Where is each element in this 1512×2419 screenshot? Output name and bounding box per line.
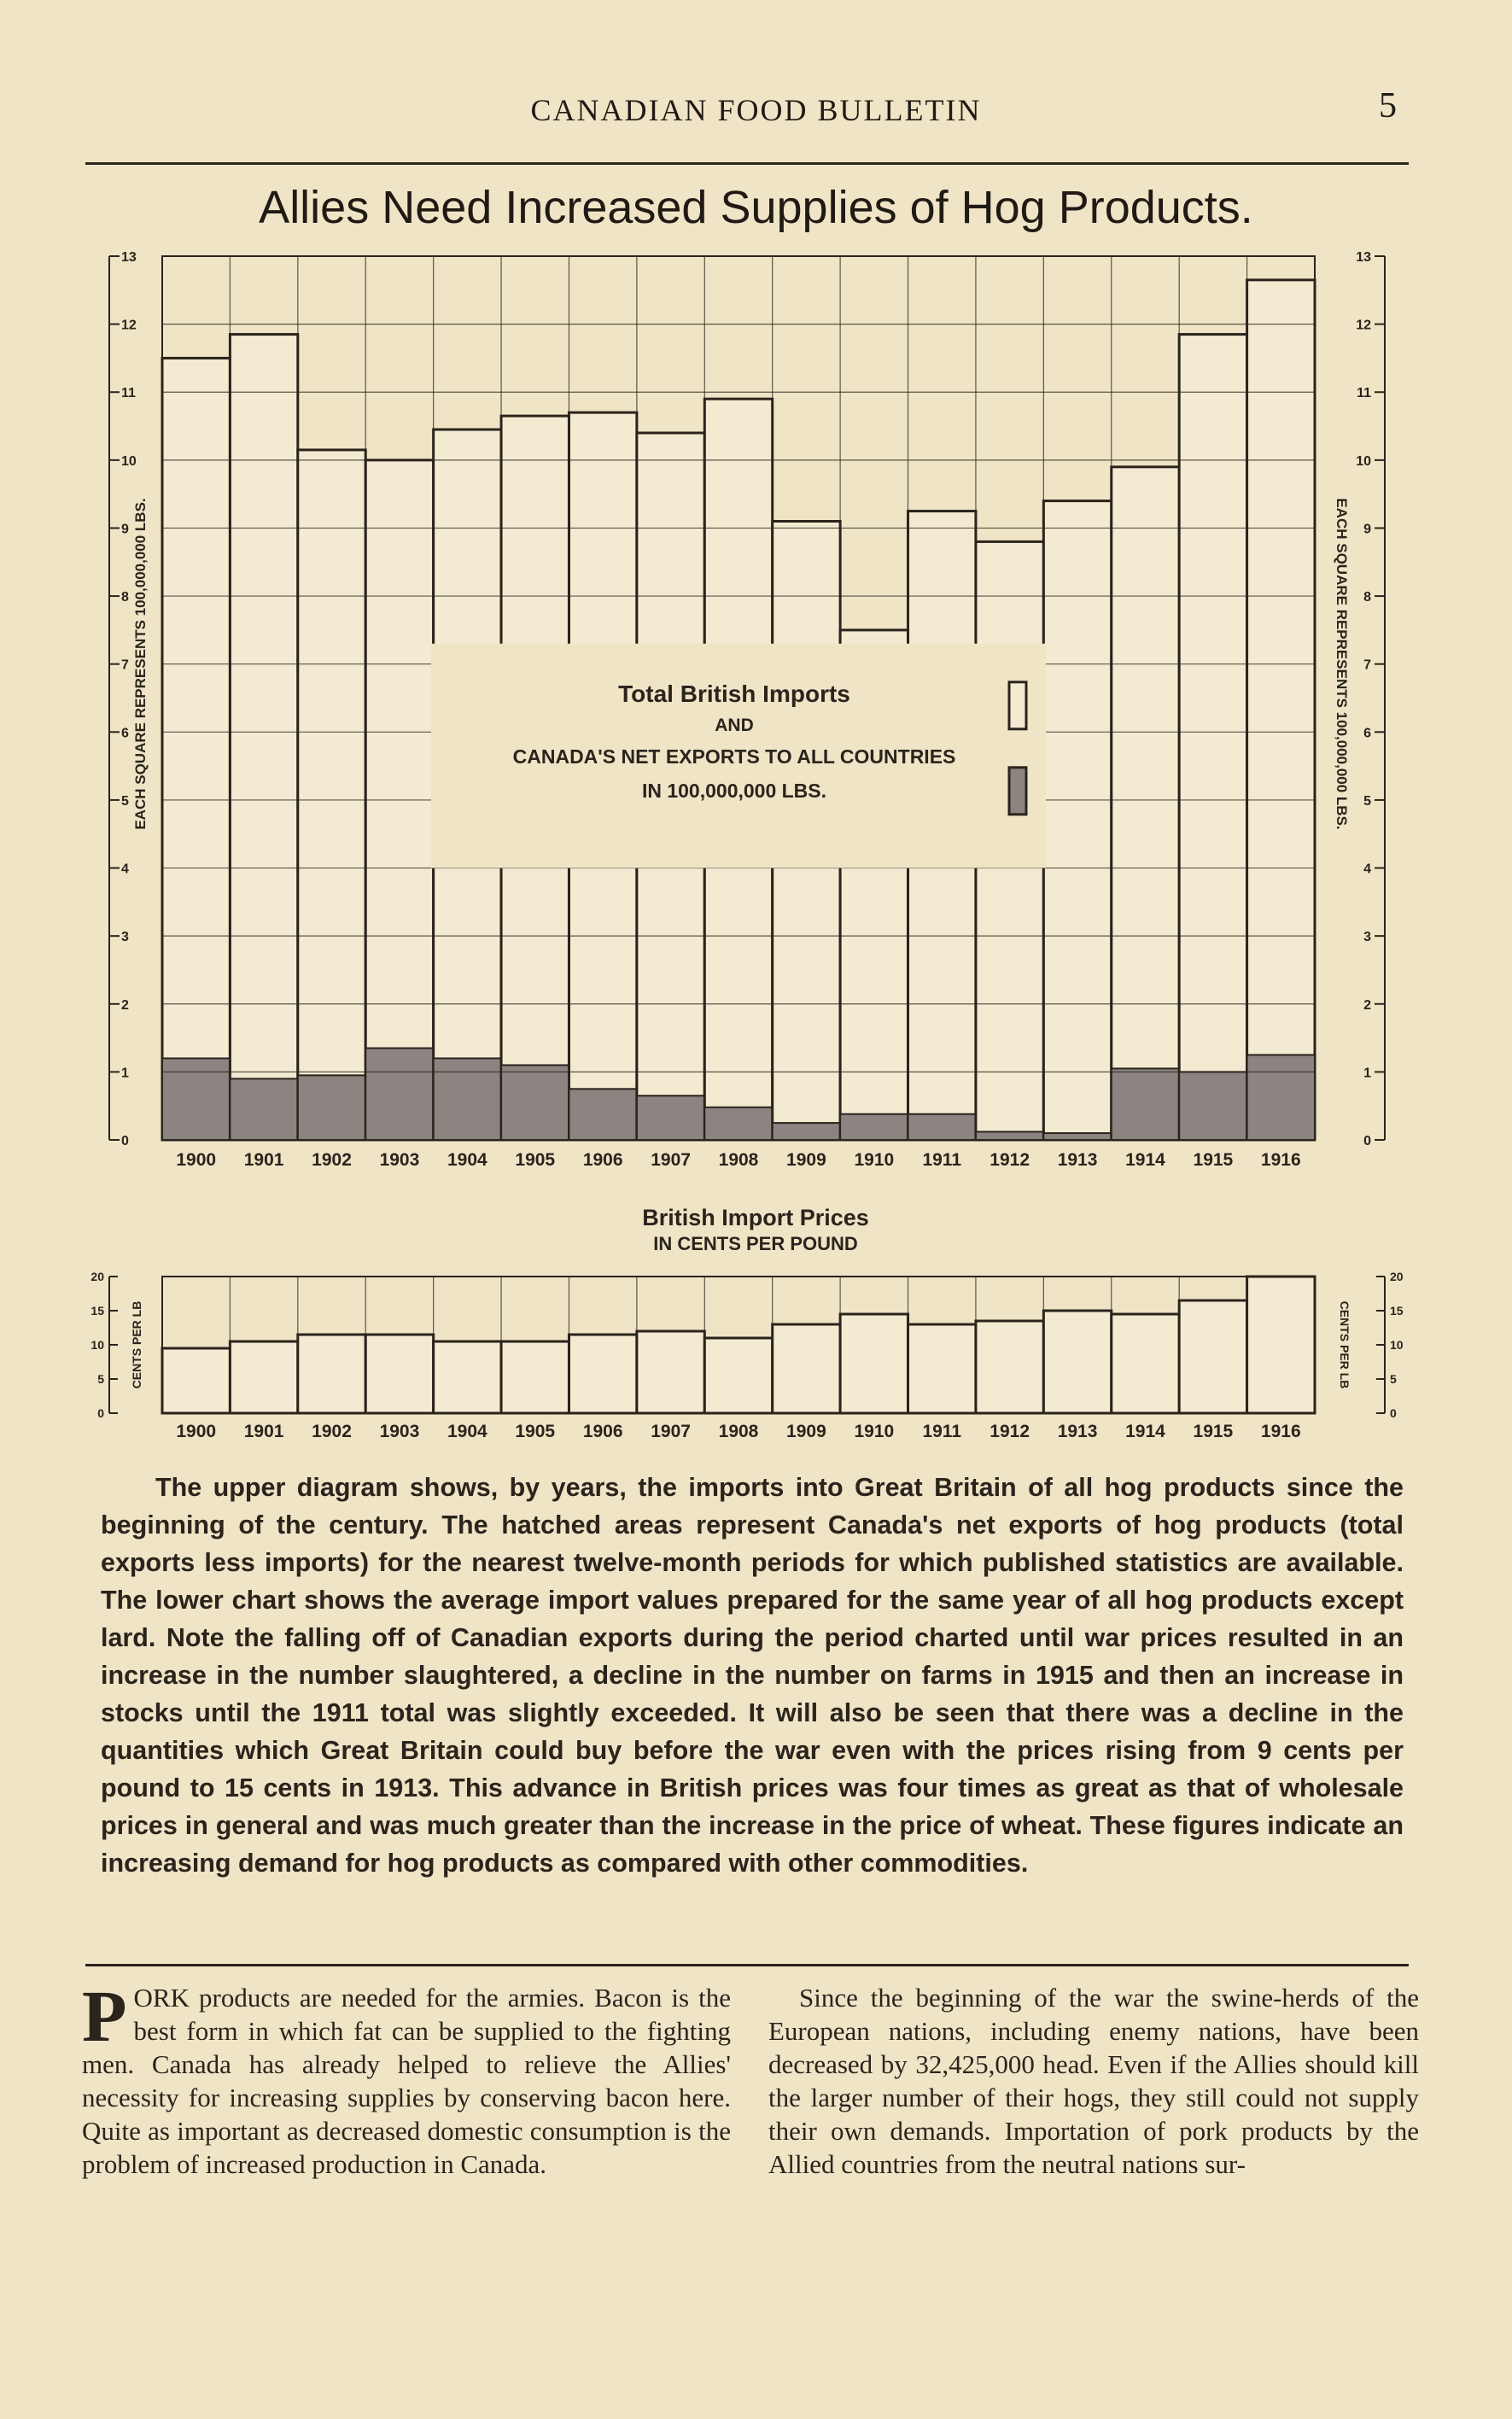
price-bar-1911 (908, 1324, 976, 1413)
price-bar-1909 (773, 1324, 840, 1413)
left-tick-label: 3 (121, 930, 129, 945)
left-tick-label: 20 (90, 1270, 104, 1283)
x-tick-label: 1908 (718, 1150, 759, 1170)
x-tick-label: 1904 (447, 1150, 487, 1170)
price-bar-1914 (1112, 1314, 1179, 1413)
legend-line-2: AND (715, 715, 754, 735)
price-bar-1902 (298, 1335, 365, 1413)
left-tick-label: 9 (121, 522, 129, 537)
left-tick-label: 15 (90, 1304, 104, 1318)
legend-line-3: CANADA'S NET EXPORTS TO ALL COUNTRIES (512, 745, 956, 768)
x-tick-label: 1912 (990, 1150, 1030, 1170)
left-tick-label: 7 (121, 657, 129, 673)
article-left-column (82, 1975, 731, 2181)
right-tick-label: 13 (1356, 250, 1371, 265)
price-bar-1908 (704, 1338, 772, 1413)
page-number: 5 (1379, 86, 1397, 126)
x-tick-label: 1906 (582, 1150, 623, 1170)
left-axis-title: CENTS PER LB (130, 1300, 143, 1389)
right-tick-label: 3 (1363, 930, 1371, 945)
exports-bar-1914 (1112, 1068, 1179, 1140)
price-bar-1900 (162, 1348, 230, 1413)
x-tick-label: 1909 (786, 1150, 826, 1170)
left-axis-title: EACH SQUARE REPRESENTS 100,000,000 LBS. (132, 498, 149, 830)
price-bar-1903 (365, 1335, 433, 1413)
left-tick-label: 6 (121, 726, 129, 741)
price-bar-1904 (434, 1341, 501, 1413)
x-tick-label: 1903 (379, 1422, 420, 1441)
exports-bar-1911 (908, 1114, 976, 1140)
right-tick-label: 0 (1363, 1134, 1371, 1148)
lower-chart-subtitle: IN CENTS PER POUND (653, 1233, 858, 1254)
legend-swatch-exports (1009, 768, 1026, 815)
left-tick-label: 0 (121, 1134, 129, 1148)
exports-bar-1904 (434, 1058, 501, 1140)
x-tick-label: 1908 (718, 1422, 759, 1441)
right-tick-label: 15 (1390, 1304, 1404, 1318)
x-tick-label: 1911 (922, 1422, 962, 1441)
x-tick-label: 1900 (176, 1150, 217, 1170)
exports-bar-1910 (840, 1114, 908, 1140)
drop-cap: P (82, 1975, 127, 2057)
x-tick-label: 1906 (582, 1422, 623, 1441)
exports-bar-1901 (230, 1078, 297, 1140)
x-tick-label: 1902 (312, 1422, 352, 1441)
x-tick-label: 1910 (854, 1422, 895, 1441)
figure-title: Allies Need Increased Supplies of Hog Products. (259, 182, 1253, 233)
price-bar-1901 (230, 1341, 297, 1413)
price-bar-1913 (1043, 1311, 1111, 1413)
x-tick-label: 1912 (990, 1422, 1030, 1441)
x-tick-label: 1900 (176, 1422, 217, 1441)
left-tick-label: 10 (121, 453, 137, 469)
exports-bar-1905 (501, 1065, 569, 1140)
exports-bar-1913 (1043, 1133, 1111, 1140)
left-tick-label: 5 (121, 793, 129, 809)
exports-bar-1915 (1179, 1072, 1246, 1140)
right-tick-label: 5 (1390, 1372, 1397, 1386)
right-tick-label: 9 (1363, 522, 1371, 537)
price-bar-1916 (1247, 1277, 1315, 1413)
exports-bar-1909 (773, 1123, 840, 1140)
imports-bar-1914 (1112, 467, 1179, 1140)
price-bar-1905 (501, 1341, 569, 1413)
right-tick-label: 7 (1363, 657, 1371, 673)
legend-line-4: IN 100,000,000 LBS. (641, 779, 827, 802)
right-tick-label: 5 (1363, 793, 1371, 809)
running-head: CANADIAN FOOD BULLETIN (530, 93, 982, 127)
right-axis-title: EACH SQUARE REPRESENTS 100,000,000 LBS. (1334, 498, 1350, 830)
lower-chart-title: British Import Prices (642, 1205, 869, 1230)
figure-caption: The upper diagram shows, by years, the imports into Great Britain of all hog products since the beginning of the century. The hatched areas represent Canada's net exports of hog products (total exports less imports) for the nearest twelve-month periods for which published statistics are available. The lower chart shows the average import values prepared for the same year of all hog products except lard. Note the falling off of Canadian exports during the period charted until war prices resulted in an increase in the number slaughtered, a decline in the number on farms in 1915 and then an increase in stocks until the 1911 total was slightly exceeded. It will also be seen that there was a decline in the quantities which Great Britain could buy before the war even with the prices rising from 9 cents per pound to 15 cents in 1913. This advance in British prices was four times as great as that of wholesale prices in general and was much greater than the increase in the price of wheat. These figures indicate an increasing demand for hog products as compared with other commodities. (101, 1473, 1404, 1878)
x-tick-label: 1902 (312, 1150, 352, 1170)
left-tick-label: 1 (121, 1066, 129, 1081)
top-rule (85, 162, 1409, 165)
right-tick-label: 10 (1390, 1338, 1404, 1352)
x-tick-label: 1909 (786, 1422, 826, 1441)
x-tick-label: 1905 (515, 1150, 556, 1170)
left-tick-label: 10 (90, 1338, 104, 1352)
right-axis-title: CENTS PER LB (1338, 1300, 1351, 1389)
right-tick-label: 1 (1363, 1066, 1371, 1081)
x-tick-label: 1915 (1193, 1422, 1234, 1441)
x-tick-label: 1901 (243, 1150, 284, 1170)
right-tick-label: 11 (1357, 386, 1371, 401)
exports-bar-1907 (637, 1096, 704, 1140)
x-tick-label: 1901 (243, 1422, 284, 1441)
left-tick-label: 0 (97, 1406, 104, 1420)
right-tick-label: 12 (1356, 318, 1371, 333)
left-tick-label: 4 (121, 862, 129, 877)
x-tick-label: 1911 (922, 1150, 962, 1170)
exports-bar-1908 (704, 1107, 772, 1140)
right-tick-label: 0 (1390, 1406, 1397, 1420)
section-rule (85, 1964, 1409, 1966)
imports-bar-1915 (1179, 335, 1246, 1140)
right-tick-label: 4 (1363, 862, 1371, 877)
price-bar-1910 (840, 1314, 908, 1413)
imports-bar-1902 (298, 450, 365, 1140)
price-bar-1907 (637, 1331, 704, 1413)
x-tick-label: 1914 (1125, 1150, 1165, 1170)
x-tick-label: 1905 (515, 1422, 556, 1441)
right-tick-label: 20 (1390, 1270, 1404, 1283)
upper-chart (0, 239, 1512, 1187)
x-tick-label: 1907 (651, 1422, 691, 1441)
article-right-column: Since the beginning of the war the swine-herds of the European nations, including enemy nations, have been decreased by 32,425,000 head. Even if the Allies should kill the larger number of their hogs, they still could not supply their own demands. Importation of pork products by the Allied countries from the neutral nations sur- (768, 1983, 1419, 2179)
x-tick-label: 1916 (1260, 1150, 1301, 1170)
legend-swatch-imports (1009, 682, 1026, 729)
x-tick-label: 1904 (447, 1422, 487, 1441)
imports-bar-1916 (1247, 280, 1315, 1140)
exports-bar-1903 (365, 1049, 433, 1140)
right-tick-label: 8 (1363, 590, 1371, 605)
x-tick-label: 1903 (379, 1150, 420, 1170)
imports-bar-1913 (1043, 501, 1111, 1140)
x-tick-label: 1913 (1057, 1422, 1098, 1441)
right-tick-label: 2 (1363, 997, 1371, 1013)
left-tick-label: 5 (97, 1372, 104, 1386)
x-tick-label: 1916 (1260, 1422, 1301, 1441)
exports-bar-1902 (298, 1075, 365, 1140)
left-tick-label: 13 (121, 250, 137, 265)
left-tick-label: 8 (121, 590, 129, 605)
left-tick-label: 12 (121, 318, 137, 333)
left-tick-label: 11 (121, 386, 136, 401)
legend-line-1: Total British Imports (618, 680, 850, 707)
right-tick-label: 6 (1363, 726, 1371, 741)
price-bar-1912 (976, 1321, 1043, 1413)
exports-bar-1900 (162, 1058, 230, 1140)
lower-chart (0, 1195, 1512, 1452)
imports-bar-1901 (230, 335, 297, 1140)
left-column-text: ORK products are needed for the armies. Bacon is the best form in which fat can be supplied to the fighting men. Canada has already helped to relieve the Allies' necessity for increasing supplies by conserving bacon here. Quite as important as decreased domestic consumption is the problem of increased production in Canada. (82, 1983, 731, 2179)
exports-bar-1906 (569, 1089, 636, 1140)
x-tick-label: 1913 (1057, 1150, 1098, 1170)
imports-bar-1900 (162, 358, 230, 1140)
price-bar-1906 (569, 1335, 636, 1413)
x-tick-label: 1910 (854, 1150, 895, 1170)
x-tick-label: 1914 (1125, 1422, 1165, 1441)
exports-bar-1916 (1247, 1055, 1315, 1140)
x-tick-label: 1907 (651, 1150, 691, 1170)
x-tick-label: 1915 (1193, 1150, 1234, 1170)
right-tick-label: 10 (1356, 453, 1371, 469)
exports-bar-1912 (976, 1131, 1043, 1140)
price-bar-1915 (1179, 1300, 1246, 1413)
left-tick-label: 2 (121, 997, 129, 1013)
